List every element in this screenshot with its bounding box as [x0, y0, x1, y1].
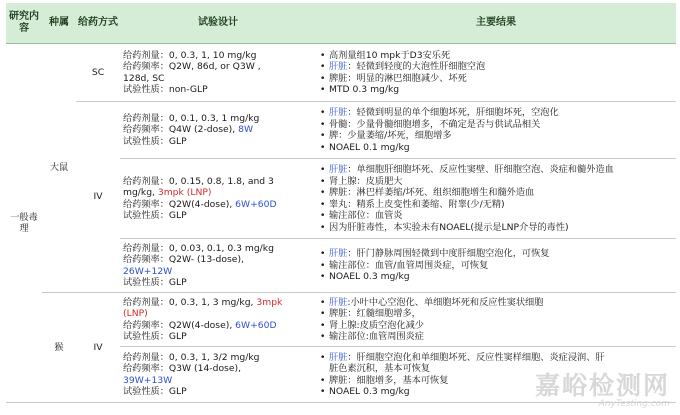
result-item: • 肝脏：轻微到轻度的大泡性肝细胞空泡	[319, 61, 673, 73]
result-item: • 肝脏：肝门静脉周围轻微到中度肝细胞空泡化，可恢复	[319, 248, 673, 260]
result-item: • 脾脏：红髓细胞增多，	[319, 308, 673, 320]
result-item: • 睾丸：精系上皮变性和萎缩、附睾(少/无精)	[319, 199, 673, 211]
results-cell	[316, 159, 676, 239]
result-item: • 肝脏:小叶中心空泡化、单细胞坏死和反应性窦状细胞	[319, 297, 673, 309]
design-cell: 给药剂量：0, 0.3, 1, 10 mg/kg 给药频率：Q2W, 86d, or Q3W , 128d, SC 试验性质：non-GLP	[120, 44, 316, 102]
design-cell: 给药剂量：0, 0.1, 0.3, 1 mg/kg 给药频率：Q4W (2-dose), 8W 试验性质：GLP	[120, 102, 316, 159]
table-row	[6, 293, 676, 347]
result-item: • NOAEL 0.1 mg/kg	[319, 142, 673, 154]
route-cell: IV	[76, 102, 120, 293]
category-cell: 一般毒理	[6, 44, 42, 403]
table-row	[6, 102, 676, 159]
route-cell: IV	[76, 293, 120, 403]
header-research-content: 研究内容	[6, 3, 42, 44]
results-cell	[316, 239, 676, 293]
result-item: • 肝脏：单细胞肝细胞坏死、反应性窦壁、肝细胞空泡、炎症和髓外造血	[319, 164, 673, 176]
watermark-en: AnyTesting.com	[598, 399, 670, 409]
result-item: • 输注部位:血管周围炎症	[319, 331, 673, 343]
result-item: • 肝脏：轻微到明显的单个细胞坏死，肝细胞坏死，空泡化	[319, 107, 673, 119]
species-monkey-cell: 猴	[42, 293, 76, 403]
result-item: • 脾脏：淋巴样萎缩/坏死、组织细胞增生和髓外造血	[319, 187, 673, 199]
design-cell: 给药剂量：0, 0.3, 1, 3/2 mg/kg 给药频率：Q3W (14-dose), 39W+13W 试验性质：GLP	[120, 347, 316, 403]
result-item: • 肾上腺:皮质空泡化减少	[319, 320, 673, 332]
results-cell	[316, 102, 676, 159]
results-cell	[316, 44, 676, 102]
table-header-row	[6, 3, 676, 44]
result-item: • 输注部位：血管炎	[319, 210, 673, 222]
result-item: • 因为肝脏毒性，本实验未有NOAEL(提示是LNP介导的毒性)	[319, 222, 673, 234]
result-item: • 脾：少量萎缩/坏死，细胞增多	[319, 130, 673, 142]
route-cell: SC	[76, 44, 120, 102]
tox-summary-table	[6, 3, 676, 403]
header-species: 种属	[42, 3, 76, 44]
header-study-design: 试验设计	[120, 3, 316, 44]
design-cell: 给药剂量：0, 0.03, 0.1, 0.3 mg/kg 给药频率：Q2W- (13-dose), 26W+12W 试验性质：GLP	[120, 239, 316, 293]
watermark-cn: 嘉峪检测网	[534, 371, 670, 400]
results-cell	[316, 347, 676, 403]
result-item: • 肾上腺：皮质肥大	[319, 176, 673, 188]
result-item: • 脾脏：明显的淋巴细胞减少、坏死	[319, 73, 673, 85]
result-item: • 脾脏：细胞增多，基本可恢复	[319, 375, 673, 387]
species-rat-cell: 大鼠	[42, 44, 76, 293]
header-main-results: 主要结果	[316, 3, 676, 44]
result-item: • NOAEL 0.3 mg/kg	[319, 271, 673, 283]
result-item: • NOAEL 0.3 mg/kg	[319, 386, 673, 398]
table-row	[6, 44, 676, 102]
result-item: • 肝脏：肝细胞空泡化和单细胞坏死、反应性窦样细胞、炎症浸润、肝 脏色素沉积，基本可恢复	[319, 352, 673, 375]
design-cell: 给药剂量：0, 0.15, 0.8, 1.8, and 3 mg/kg, 3mpk (LNP) 给药频率：Q2W(4-dose), 6W+60D 试验性质：GLP	[120, 159, 316, 239]
result-item: • 骨髓：少量骨髓细胞增多，不确定是否与供试品相关	[319, 119, 673, 131]
header-route: 给药方式	[76, 3, 120, 44]
result-item: • 高剂量组10 mpk于D3安乐死	[319, 50, 673, 62]
results-cell	[316, 293, 676, 347]
result-item: • 输注部位：血管/血管周围炎症，可恢复	[319, 260, 673, 272]
result-item: • MTD 0.3 mg/kg	[319, 84, 673, 96]
design-cell: 给药剂量：0, 0.3, 1, 3 mg/kg, 3mpk (LNP) 给药频率：Q2W(4-dose), 6W+60D 试验性质：GLP	[120, 293, 316, 347]
